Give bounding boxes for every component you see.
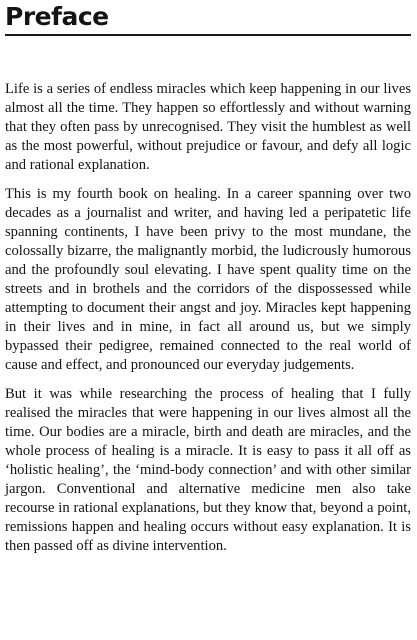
paragraph-3: But it was while researching the process of healing that I fully realised the miracles that were happening in our lives almost all the time. Our bodies are a miracle, birth and death are miracles, and the whole process of healing is a miracle. It is easy to pass it all off as ‘holistic healing’, the ‘mind-body connection’ and with other similar jargon. Conventional and alternative medicine men also take recourse in rational explanations, but they know that, beyond a point, remissions happen and healing occurs without easy explanation. It is then passed off as divine intervention.	[5, 386, 411, 554]
paragraph-1: Life is a series of endless miracles which keep happening in our lives almost all the time. They happen so effortlessly and without warning that they often pass by unrecognised. They visit the humblest as well as the most powerful, without prejudice or favour, and defy all logic and rational explanation.	[5, 81, 411, 173]
paragraph-2: This is my fourth book on healing. In a career spanning over two decades as a journalist and writer, and having led a peripatetic life spanning continents, I have been privy to the most mundane, the colossally bizarre, the malignantly morbid, the ludicrously humorous and the profoundly soul elevating. I have spent quality time on the streets and in brothels and the corridors of the dispossessed while attempting to document their angst and joy. Miracles kept happening in their lives and in mine, in fact all around us, but we simply bypassed their pedigree, remained connected to the real world of cause and effect, and pronounced our everyday judgements.	[5, 186, 411, 373]
page-title: Preface	[5, 0, 411, 36]
document-body	[5, 80, 411, 556]
